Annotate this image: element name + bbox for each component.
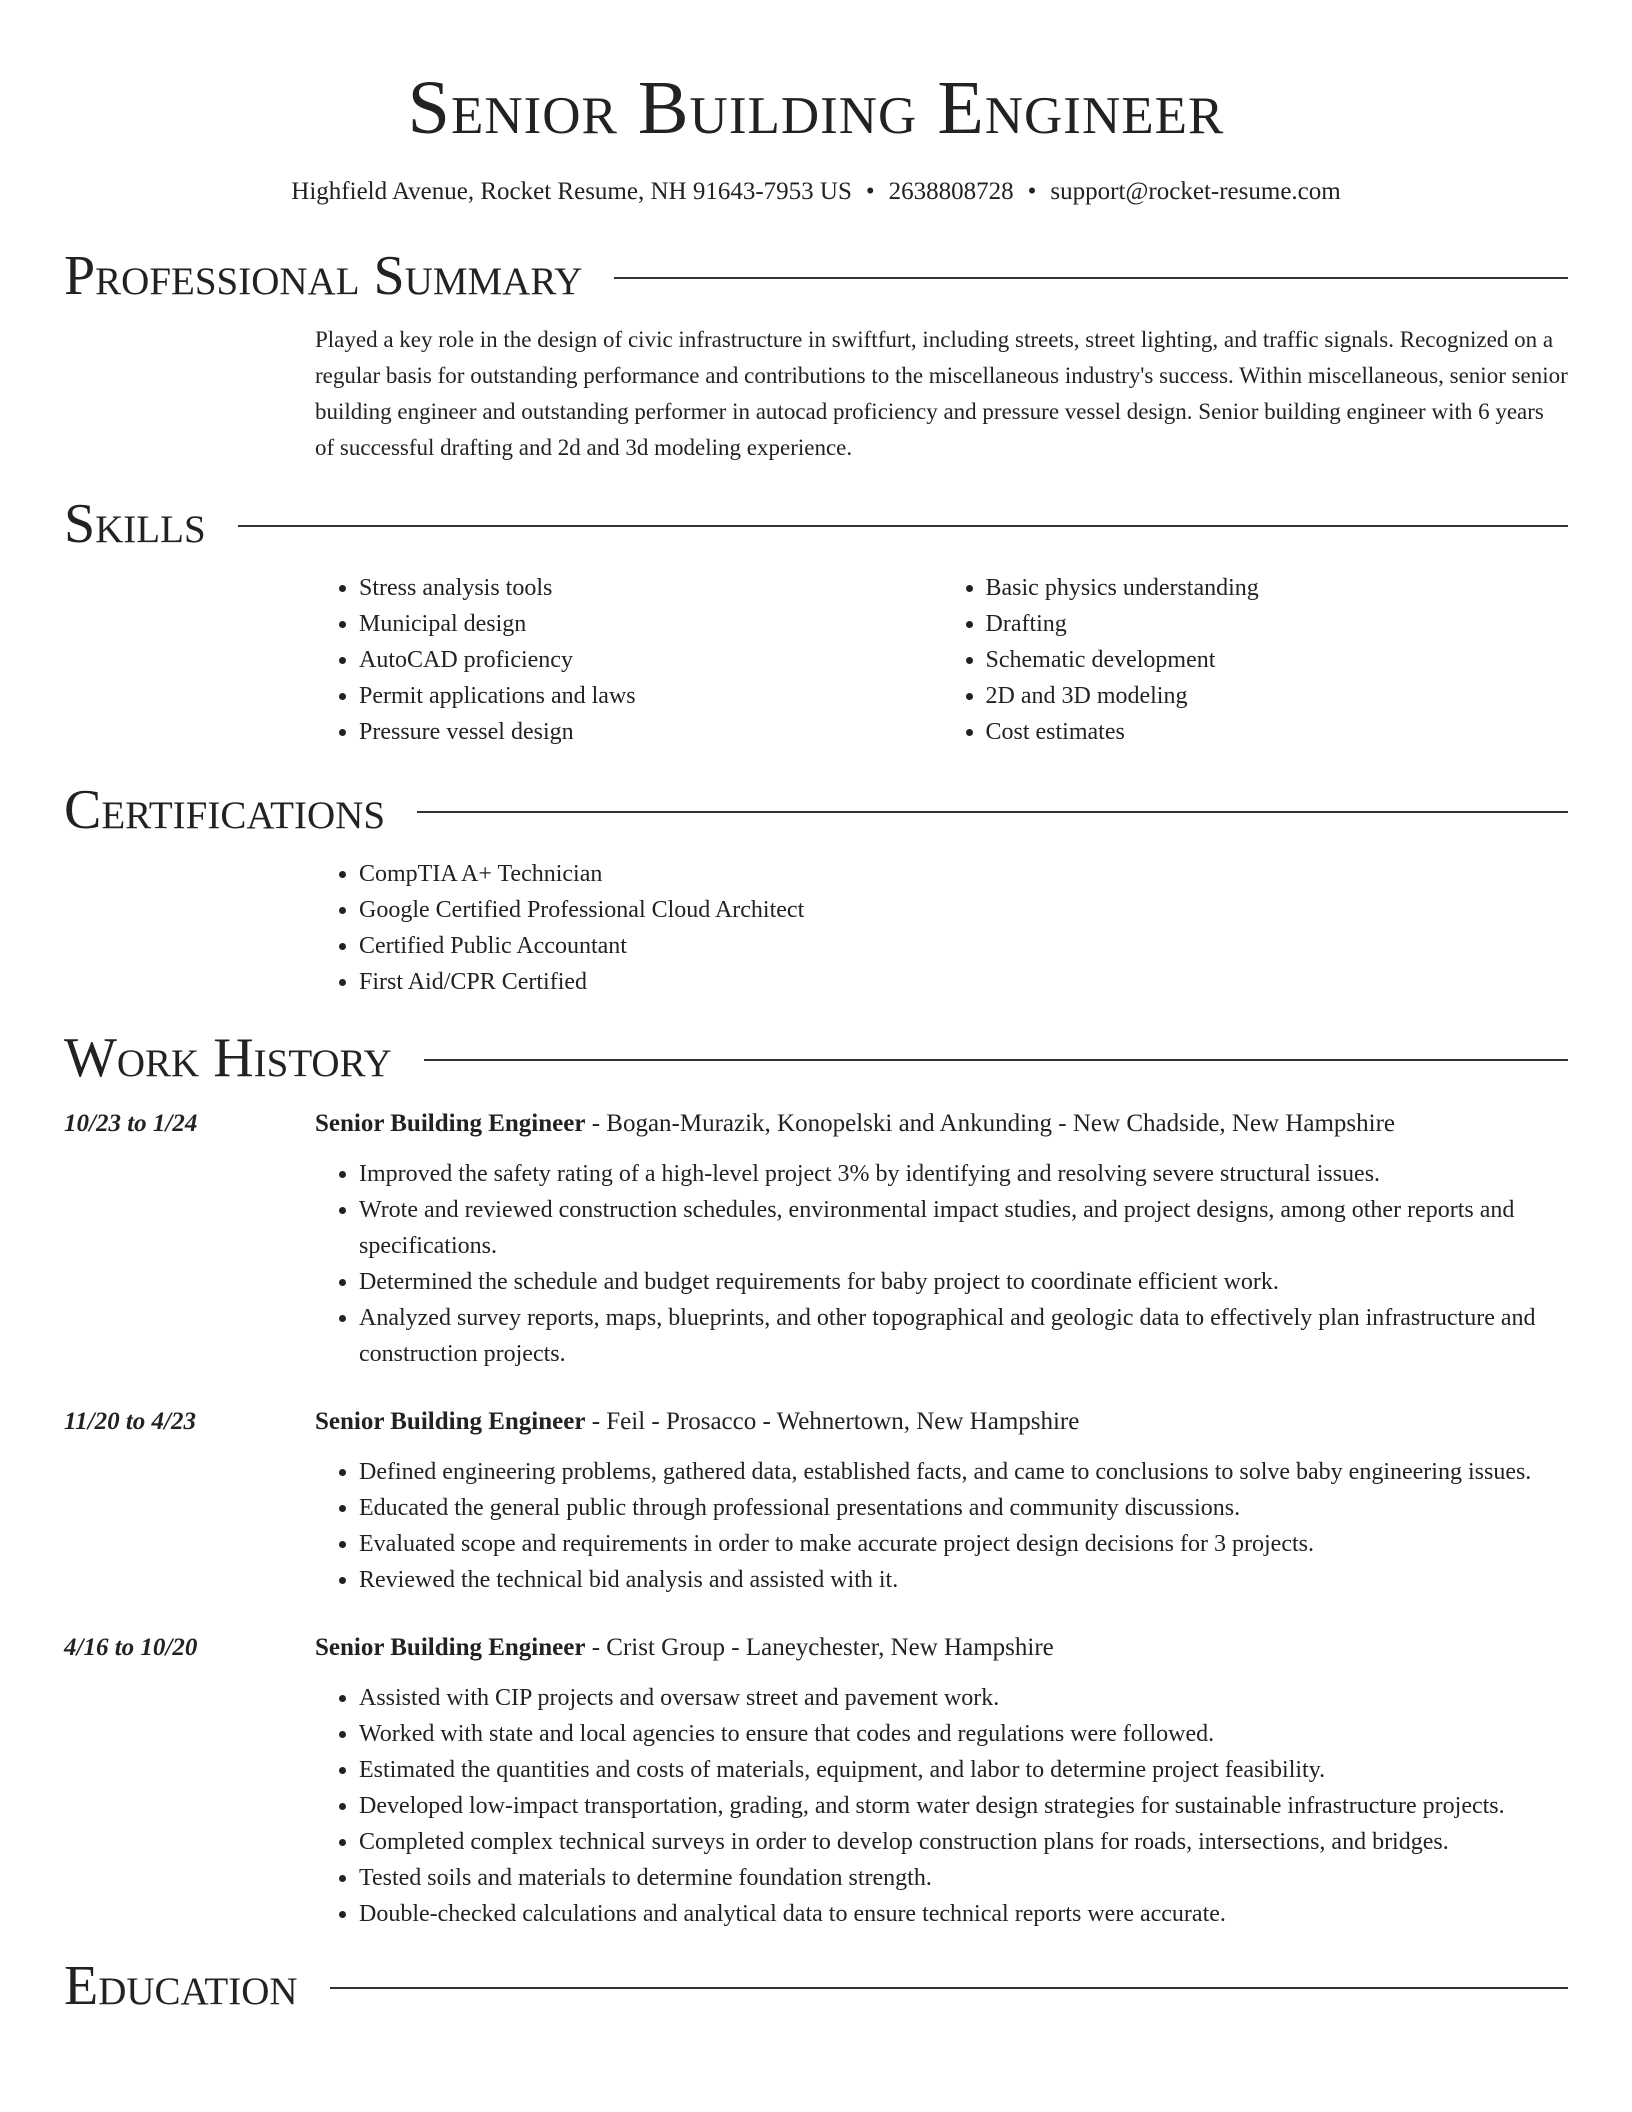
job-bullets — [315, 1680, 1568, 1932]
certifications-list — [315, 856, 1568, 1000]
job-bullet-list — [315, 1680, 1568, 1932]
job-heading-line — [315, 1106, 1395, 1142]
job-header — [64, 1404, 1568, 1440]
job-bullet: • Worked with state and local agencies to ensure that codes and regulations were followed. — [359, 1716, 1568, 1752]
job-bullet: • Analyzed survey reports, maps, blueprints, and other topographical and geologic data to effectively plan infrastructure and construction projects. — [359, 1300, 1568, 1372]
job-title: Senior Building Engineer — [315, 1634, 586, 1661]
job-bullet: • Assisted with CIP projects and oversaw street and pavement work. — [359, 1680, 1568, 1716]
skill-item: • Pressure vessel design — [359, 714, 942, 750]
skills-list-right — [942, 570, 1569, 750]
job-title: Senior Building Engineer — [315, 1408, 586, 1435]
skill-item: • Drafting — [986, 606, 1569, 642]
section-divider — [614, 277, 1568, 279]
certification-item: • Certified Public Accountant — [359, 928, 1568, 964]
job-bullet-list — [315, 1454, 1568, 1598]
job-bullet: • Estimated the quantities and costs of materials, equipment, and labor to determine project feasibility. — [359, 1752, 1568, 1788]
job-details: - Bogan-Murazik, Konopelski and Ankunding - New Chadside, New Hampshire — [585, 1110, 1396, 1137]
contact-address: Highfield Avenue, Rocket Resume, NH 91643-7953 US — [291, 178, 852, 205]
job-heading-line — [315, 1630, 1054, 1666]
job-bullet: • Tested soils and materials to determine foundation strength. — [359, 1860, 1568, 1896]
job-header — [64, 1630, 1568, 1666]
job-dates: 4/16 to 10/20 — [64, 1634, 198, 1661]
job-bullet: • Improved the safety rating of a high-level project 3% by identifying and resolving severe structural issues. — [359, 1156, 1568, 1192]
job-details: - Feil - Prosacco - Wehnertown, New Hampshire — [585, 1408, 1080, 1435]
job-bullets — [315, 1156, 1568, 1372]
resume-page — [64, 0, 1568, 2018]
contact-separator: • — [1027, 178, 1037, 205]
job-bullet-list — [315, 1156, 1568, 1372]
job-bullet: • Wrote and reviewed construction schedules, environmental impact studies, and project designs, among other reports and specifications. — [359, 1192, 1568, 1264]
contact-phone: 2638808728 — [888, 178, 1014, 205]
skill-item: • Municipal design — [359, 606, 942, 642]
job-bullet: • Completed complex technical surveys in order to develop construction plans for roads, intersections, and bridges. — [359, 1824, 1568, 1860]
job-title: Senior Building Engineer — [315, 1110, 586, 1137]
job-header — [64, 1106, 1568, 1142]
job-details: - Crist Group - Laneychester, New Hampshire — [585, 1634, 1054, 1661]
work-heading: Work History — [64, 1027, 392, 1089]
summary-section-header — [64, 244, 1568, 308]
skill-item: • AutoCAD proficiency — [359, 642, 942, 678]
job-bullet: • Determined the schedule and budget requirements for baby project to coordinate efficient work. — [359, 1264, 1568, 1300]
skills-heading: Skills — [64, 493, 206, 555]
job-bullet: • Defined engineering problems, gathered data, established facts, and came to conclusions to solve baby engineering issues. — [359, 1454, 1568, 1490]
summary-text: Played a key role in the design of civic infrastructure in swiftfurt, including streets, street lighting, and traffic signals. Recognized on a regular basis for outstanding performance and contributions to the miscellaneous industry's success. Within miscellaneous, senior senior building engineer and outstanding performer in autocad proficiency and pressure vessel design. Senior building engineer with 6 years of successful drafting and 2d and 3d modeling experience. — [315, 327, 1568, 460]
skills-list-left — [315, 570, 942, 750]
job-entry — [64, 1106, 1568, 1372]
skill-item: • Cost estimates — [986, 714, 1569, 750]
skill-item: • 2D and 3D modeling — [986, 678, 1569, 714]
resume-name: Senior Building Engineer — [407, 66, 1225, 150]
skill-item: • Basic physics understanding — [986, 570, 1569, 606]
job-bullet: • Reviewed the technical bid analysis and assisted with it. — [359, 1562, 1568, 1598]
job-entry — [64, 1404, 1568, 1598]
job-dates: 11/20 to 4/23 — [64, 1408, 196, 1435]
skills-grid — [315, 570, 1568, 750]
job-heading-line — [315, 1404, 1079, 1440]
job-bullet: • Double-checked calculations and analytical data to ensure technical reports were accurate. — [359, 1896, 1568, 1932]
job-bullets — [315, 1454, 1568, 1598]
contact-email[interactable]: support@rocket-resume.com — [1050, 178, 1341, 205]
job-bullet: • Educated the general public through professional presentations and community discussions. — [359, 1490, 1568, 1526]
skill-item: • Permit applications and laws — [359, 678, 942, 714]
education-section-header — [64, 1954, 1568, 2018]
skills-section-header — [64, 492, 1568, 556]
section-divider — [417, 811, 1568, 813]
section-divider — [330, 1987, 1568, 1989]
job-bullet: • Evaluated scope and requirements in order to make accurate project design decisions for 3 projects. — [359, 1526, 1568, 1562]
certifications-block — [315, 856, 1568, 1000]
certification-item: • First Aid/CPR Certified — [359, 964, 1568, 1000]
summary-heading: Professional Summary — [64, 245, 583, 307]
certifications-heading: Certifications — [64, 779, 386, 841]
section-divider — [238, 525, 1568, 527]
contact-separator: • — [865, 178, 875, 205]
certifications-section-header — [64, 778, 1568, 842]
job-bullet: • Developed low-impact transportation, grading, and storm water design strategies for sustainable infrastructure projects. — [359, 1788, 1568, 1824]
contact-line — [64, 176, 1568, 208]
section-divider — [424, 1059, 1568, 1061]
work-section-header — [64, 1026, 1568, 1090]
job-entry — [64, 1630, 1568, 1932]
skill-item: • Stress analysis tools — [359, 570, 942, 606]
education-heading: Education — [64, 1955, 298, 2017]
certification-item: • CompTIA A+ Technician — [359, 856, 1568, 892]
job-dates: 10/23 to 1/24 — [64, 1110, 198, 1137]
skill-item: • Schematic development — [986, 642, 1569, 678]
certification-item: • Google Certified Professional Cloud Architect — [359, 892, 1568, 928]
